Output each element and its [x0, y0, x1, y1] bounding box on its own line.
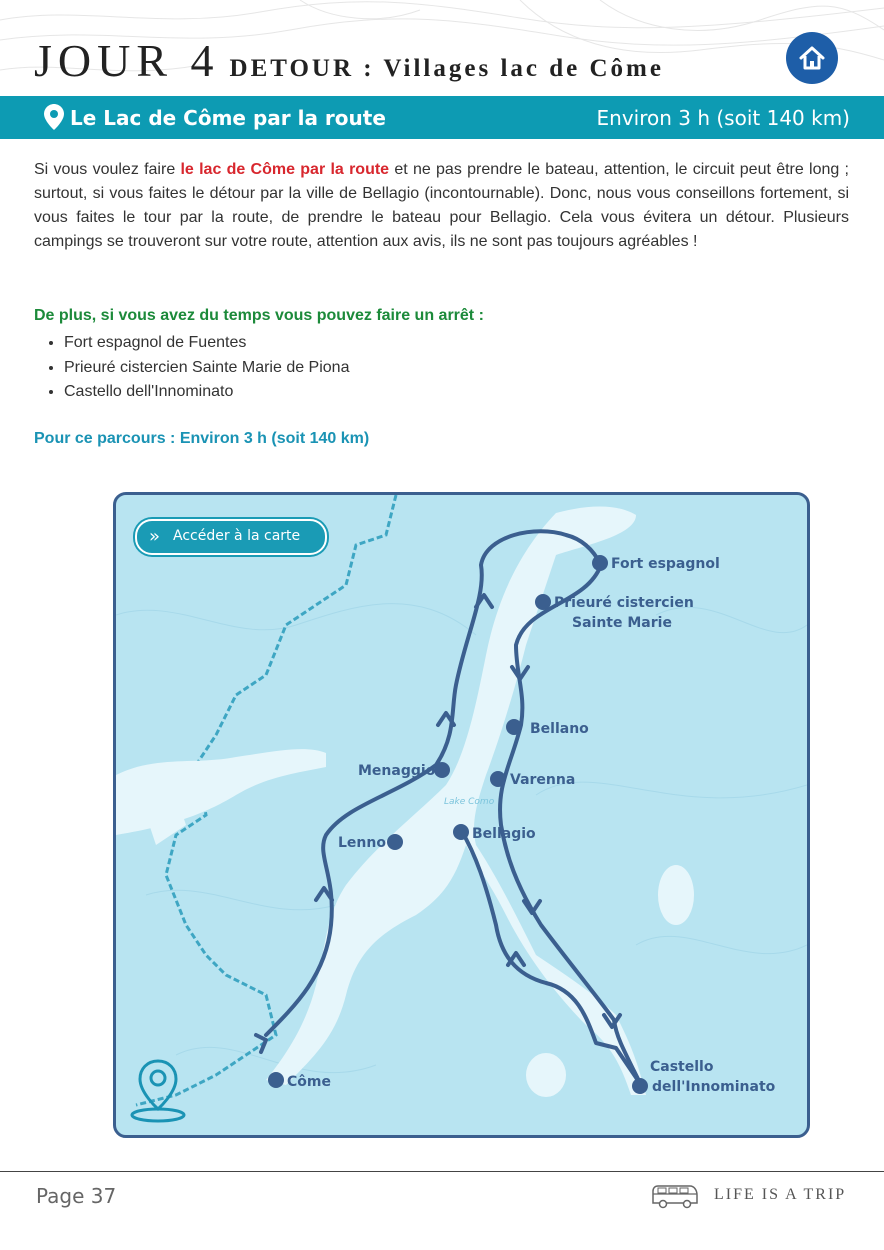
open-map-button[interactable] [135, 519, 327, 555]
list-item: • Prieuré cistercien Sainte Marie de Piona [64, 356, 349, 381]
map-label-lenno: Lenno [338, 835, 386, 851]
stops-list [44, 331, 349, 405]
map-location-icon [128, 1055, 188, 1125]
list-item: • Fort espagnol de Fuentes [64, 331, 349, 356]
map-label-castello-2: dell'Innominato [652, 1079, 776, 1095]
map-label-bellagio: Bellagio [472, 826, 536, 842]
intro-highlight: le lac de Côme par la route [180, 161, 390, 178]
map-label-come: Côme [287, 1074, 331, 1090]
home-button[interactable] [786, 32, 838, 84]
day-subtitle: DETOUR : Villages lac de Côme [229, 55, 664, 82]
stops-heading: De plus, si vous avez du temps vous pouvez faire un arrêt : [34, 307, 484, 324]
page-number: Page 37 [36, 1184, 117, 1208]
map-label-prieure-1: Prieuré cistercien [554, 595, 694, 611]
route-banner [0, 96, 884, 139]
location-pin-icon [44, 104, 64, 130]
route-map[interactable] [113, 492, 810, 1138]
home-icon [798, 44, 826, 72]
intro-before: Si vous voulez faire [34, 161, 181, 178]
map-label-fort: Fort espagnol [611, 556, 720, 572]
intro-after: et ne pas prendre le bateau, attention, le circuit peut être long ; surtout, si vous faites le détour par la ville de Bellagio (incontournable). Donc, nous vous conseillons fortement, si vous faites le tour par la route, de prendre le bateau pour Bellagio. Cela vous évitera un détour. Plusieurs campings se trouveront sur votre route, attention aux avis, ils ne sont pas toujours agréables ! [34, 161, 849, 250]
open-map-label: Accéder à la carte [173, 528, 301, 544]
banner-title: Le Lac de Côme par la route [70, 106, 386, 130]
intro-paragraph [34, 158, 849, 254]
brand-name: LIFE IS A TRIP [714, 1186, 847, 1203]
map-label-prieure-2: Sainte Marie [572, 615, 672, 631]
map-label-menaggio: Menaggio [358, 763, 436, 779]
van-icon [650, 1183, 700, 1209]
map-label-bellano: Bellano [530, 721, 589, 737]
page-title [34, 34, 664, 87]
list-item: • Castello dell'Innominato [64, 380, 349, 405]
banner-duration: Environ 3 h (soit 140 km) [596, 106, 850, 130]
footer-divider [0, 1171, 884, 1172]
route-summary: Pour ce parcours : Environ 3 h (soit 140 km) [34, 430, 370, 447]
map-label-varenna: Varenna [510, 772, 576, 788]
map-label-lake: Lake Como [444, 797, 495, 807]
day-title: JOUR 4 [34, 35, 220, 86]
double-chevron-icon: » [149, 526, 161, 547]
map-label-castello-1: Castello [650, 1059, 714, 1075]
map-graphic [116, 495, 807, 1135]
